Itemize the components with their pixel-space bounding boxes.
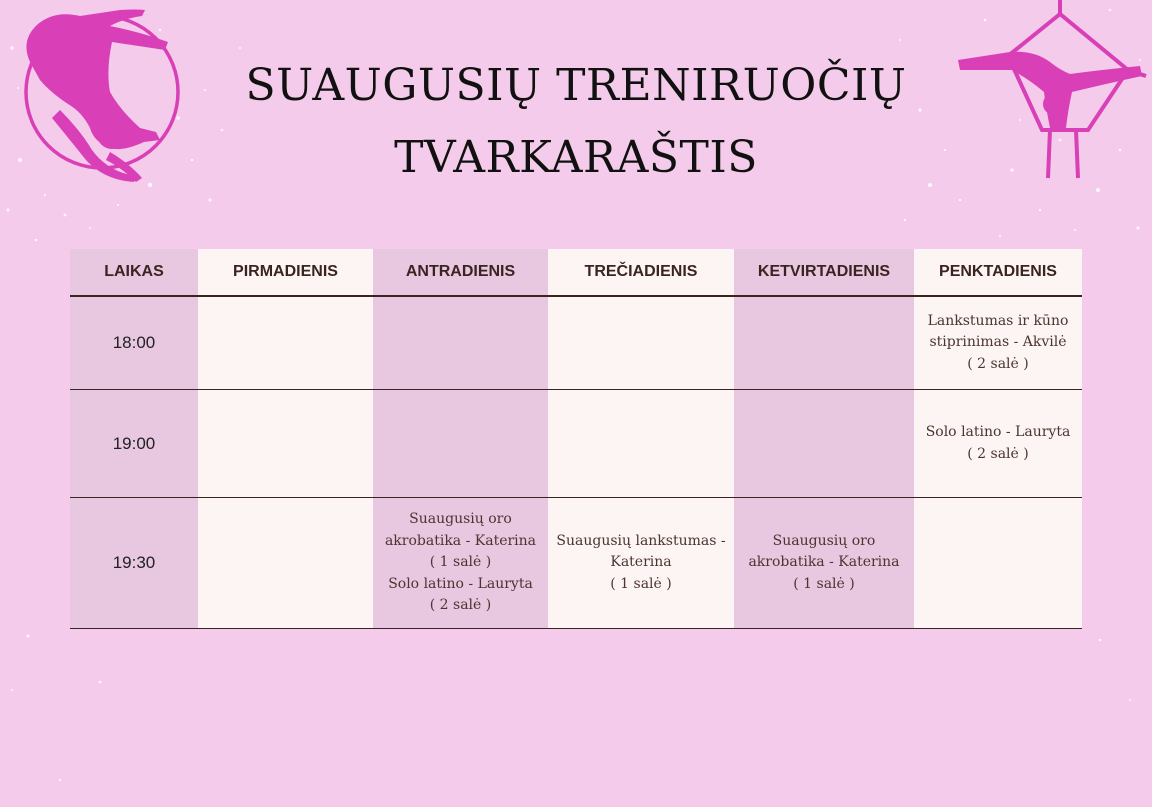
time-cell: 19:30: [70, 498, 198, 629]
class-entry-line: ( 1 salė ): [793, 575, 855, 592]
table-row: [70, 296, 1082, 390]
class-entry-line: Solo latino - Lauryta: [388, 575, 533, 592]
schedule-cell-monday: [198, 296, 373, 390]
schedule-cell-friday: [914, 390, 1082, 498]
header-row: [70, 249, 1082, 296]
time-cell: 18:00: [70, 296, 198, 390]
class-entry-line: ( 1 salė ): [429, 554, 492, 571]
header-monday: PIRMADIENIS: [198, 249, 373, 296]
training-schedule-table: [70, 249, 1082, 629]
schedule-cell-tuesday: [373, 498, 548, 629]
schedule-cell-tuesday: [373, 296, 548, 390]
header-tuesday: ANTRADIENIS: [373, 249, 548, 296]
class-entry-line: Suaugusių lankstumas - Katerina: [556, 532, 726, 571]
schedule-cell-thursday: [734, 498, 914, 629]
class-entry-line: Suaugusių oro akrobatika - Katerina: [384, 511, 537, 549]
page-title-line-1: SUAUGUSIŲ TRENIRUOČIŲ: [245, 60, 907, 111]
table-row: [70, 498, 1082, 629]
schedule-cell-wednesday: [548, 498, 734, 629]
schedule-cell-friday: [914, 296, 1082, 390]
schedule-cell-tuesday: [373, 390, 548, 498]
schedule-cell-thursday: [734, 296, 914, 390]
class-entry-line: Suaugusių oro akrobatika - Katerina: [748, 532, 900, 571]
header-time: LAIKAS: [70, 249, 198, 296]
schedule-cell-friday: [914, 498, 1082, 629]
time-cell: 19:00: [70, 390, 198, 498]
class-entry-line: Lankstumas ir kūno stiprinimas - Akvilė: [927, 312, 1069, 351]
schedule-cell-monday: [198, 498, 373, 629]
class-entry-line: Solo latino - Lauryta: [925, 424, 1071, 440]
class-entry-line: ( 2 salė ): [429, 597, 492, 614]
table-row: [70, 390, 1082, 498]
header-friday: PENKTADIENIS: [914, 249, 1082, 296]
page-title-line-2: TVARKARAŠTIS: [394, 132, 758, 183]
schedule-cell-wednesday: [548, 390, 734, 498]
schedule-cell-monday: [198, 390, 373, 498]
schedule-cell-thursday: [734, 390, 914, 498]
class-entry-line: ( 1 salė ): [610, 575, 672, 592]
schedule-cell-wednesday: [548, 296, 734, 390]
class-entry-line: ( 2 salė ): [967, 445, 1029, 462]
header-wednesday: TREČIADIENIS: [548, 249, 734, 296]
class-entry-line: ( 2 salė ): [967, 355, 1029, 372]
header-thursday: KETVIRTADIENIS: [734, 249, 914, 296]
